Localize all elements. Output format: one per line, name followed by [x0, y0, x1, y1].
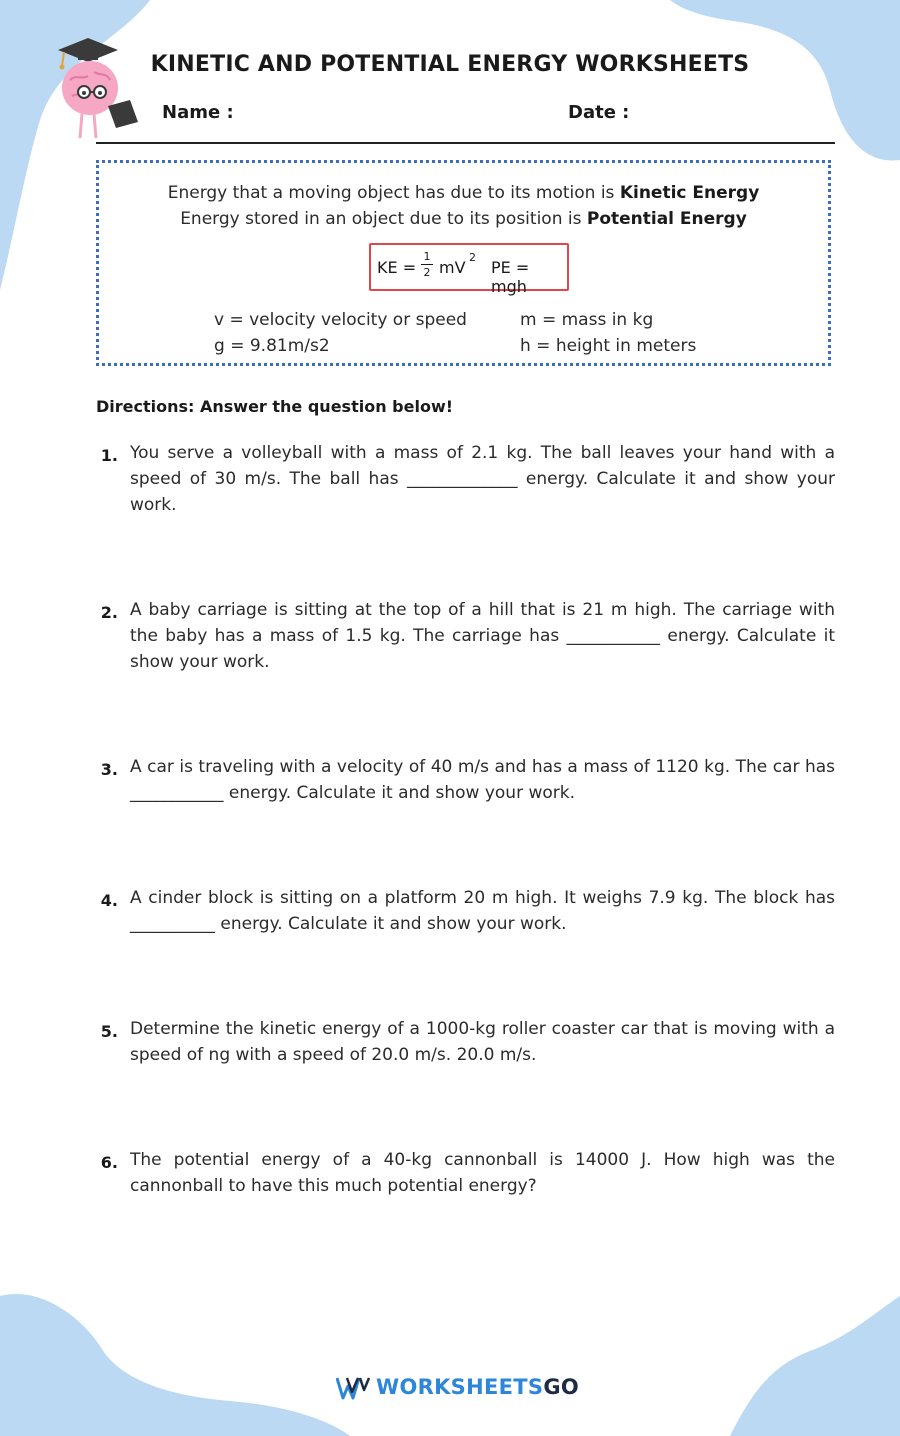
background-blob-bottom-left — [0, 1286, 360, 1436]
kinetic-definition-text: Energy that a moving object has due to its motion is — [167, 183, 620, 203]
question-number: 6. — [100, 1153, 118, 1172]
question-number: 1. — [100, 446, 118, 465]
variable-velocity: v = velocity velocity or speed — [214, 310, 467, 330]
date-label: Date : — [568, 102, 630, 123]
potential-energy-term: Potential Energy — [586, 209, 747, 229]
brand-name — [376, 1375, 579, 1399]
header-divider — [96, 142, 835, 144]
question-number: 4. — [100, 891, 118, 910]
background-blob-bottom-right — [700, 1296, 900, 1436]
question-text: You serve a volleyball with a mass of 2.1 kg. The ball leaves your hand with a speed of 30 m/s. The ball has _____________ energy. Calculate it and show your work. — [130, 443, 835, 515]
formula-box — [369, 243, 569, 296]
worksheetsgo-logo-icon — [336, 1376, 370, 1400]
kinetic-energy-term: Kinetic Energy — [619, 183, 760, 203]
variable-height: h = height in meters — [520, 336, 697, 356]
brain-mascot-illustration — [50, 30, 160, 142]
potential-definition-text: Energy stored in an object due to its position is — [180, 209, 587, 229]
pe-formula: PE = mgh — [491, 258, 530, 296]
question-text: A baby carriage is sitting at the top of a hill that is 21 m high. The carriage with the baby has a mass of 1.5 kg. The carriage has ___________ energy. Calculate it show your work. — [130, 600, 835, 672]
question-number: 3. — [100, 760, 118, 779]
ke-label: KE = — [377, 258, 417, 277]
name-label: Name : — [162, 102, 234, 123]
one-half-fraction — [421, 250, 433, 279]
question-text: A cinder block is sitting on a platform 20 m high. It weighs 7.9 kg. The block has __________ energy. Calculate it and show your work. — [130, 888, 835, 934]
variable-mass: m = mass in kg — [520, 310, 654, 330]
directions-heading: Directions: Answer the question below! — [96, 397, 454, 416]
question-text: The potential energy of a 40-kg cannonball is 14000 J. How high was the cannonball to have this much potential energy? — [130, 1150, 835, 1196]
ke-mass-velocity: mV — [439, 258, 466, 277]
page-title: KINETIC AND POTENTIAL ENERGY WORKSHEETS — [150, 52, 750, 77]
fraction-numerator: 1 — [423, 250, 431, 263]
question-number: 5. — [100, 1022, 118, 1041]
brand-part2: GO — [543, 1375, 580, 1399]
variable-gravity: g = 9.81m/s2 — [214, 336, 330, 356]
potential-energy-definition — [99, 209, 828, 229]
background-blob-top-right — [640, 0, 900, 170]
question-text: Determine the kinetic energy of a 1000-kg roller coaster car that is moving with a speed of ng with a speed of 20.0 m/s. 20.0 m/s. — [130, 1019, 835, 1065]
fraction-denominator: 2 — [423, 266, 431, 279]
definitions-box — [96, 160, 831, 366]
question-text: A car is traveling with a velocity of 40 m/s and has a mass of 1120 kg. The car has ___________ energy. Calculate it and show your work. — [130, 757, 835, 803]
ke-exponent: 2 — [469, 251, 476, 264]
question-number: 2. — [100, 603, 118, 622]
kinetic-energy-definition — [99, 183, 828, 203]
brand-part1: WORKSHEETS — [376, 1375, 544, 1399]
